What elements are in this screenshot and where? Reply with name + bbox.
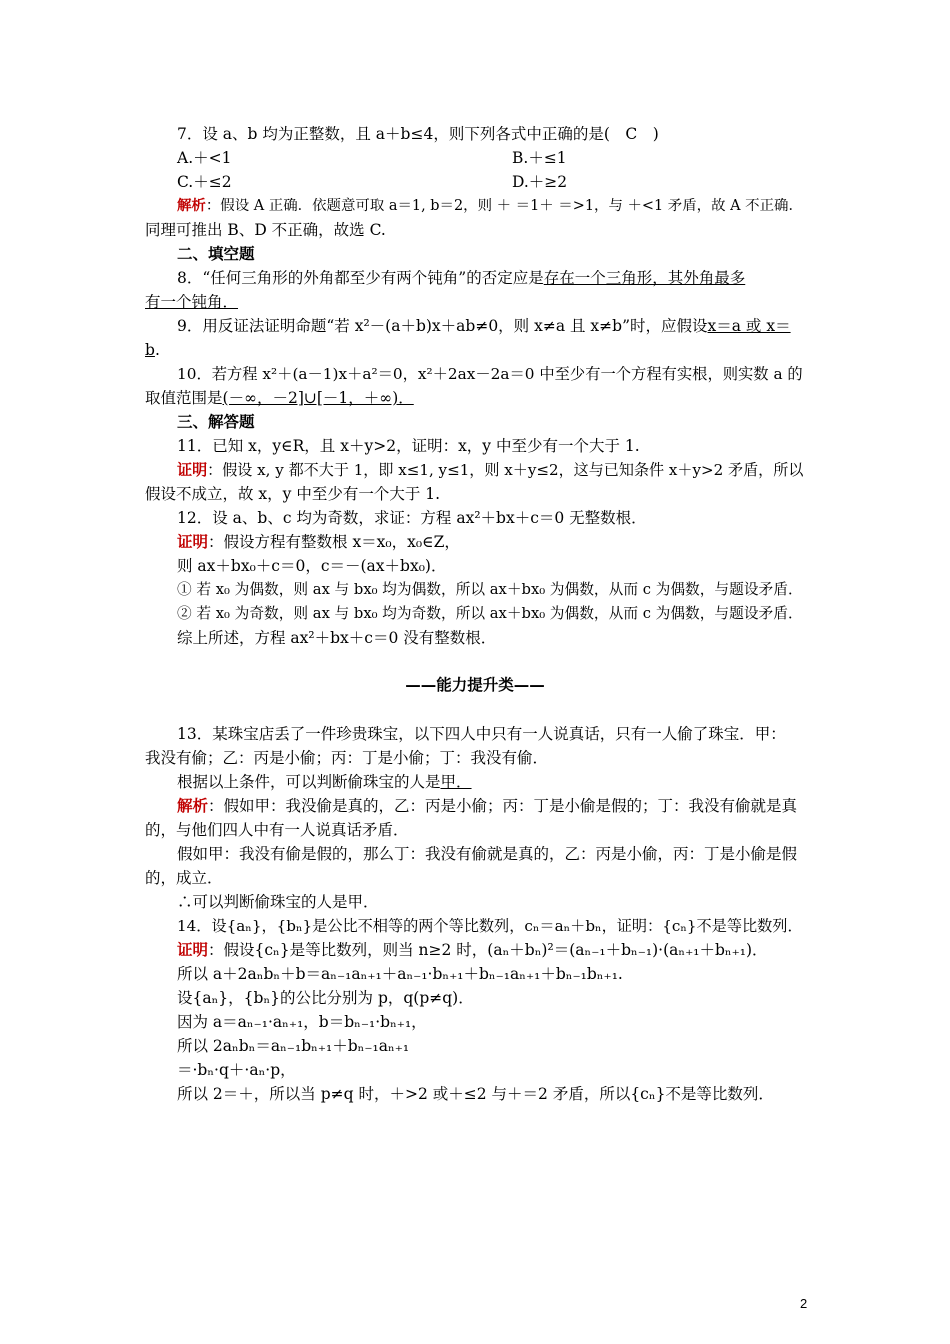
q13-answer: 甲． xyxy=(440,773,472,791)
q13-analysis-line1: 解析：假如甲：我没偷是真的，乙：丙是小偷；丙：丁是小偷是假的；丁：我没有偷就是真 xyxy=(177,797,798,815)
q12-proof-line4: ② 若 x₀ 为奇数，则 ax 与 bx₀ 均为奇数，所以 ax＋bx₀ 为偶数，从而 c 为偶数，与题设矛盾． xyxy=(177,605,803,622)
q11-stem: 11．已知 x，y∈R，且 x＋y>2，证明：x，y 中至少有一个大于 1. xyxy=(177,437,640,455)
q14-proof-line2: 所以 a＋2aₙbₙ＋b＝aₙ₋₁aₙ₊₁＋aₙ₋₁·bₙ₊₁＋bₙ₋₁aₙ₊₁＋bₙ₋₁bₙ₊₁. xyxy=(177,965,623,983)
proof-label: 证明 xyxy=(177,941,209,959)
q8-answer: 存在一个三角形，其外角最多 xyxy=(543,269,746,287)
q12-proof-line5: 综上所述，方程 ax²＋bx＋c＝0 没有整数根． xyxy=(177,629,497,647)
proof-label: 证明 xyxy=(177,533,209,551)
q9-answer: x＝a 或 x＝ xyxy=(707,317,791,335)
q8-answer-cont: 有一个钝角． xyxy=(145,293,239,311)
section-fill-in: 二、填空题 xyxy=(177,245,255,263)
q10-line2: 取值范围是(－∞，－2]∪[－1，＋∞)． xyxy=(145,389,414,407)
q13-stem-line3: 根据以上条件，可以判断偷珠宝的人是甲． xyxy=(177,773,472,791)
q10-answer: (－∞，－2]∪[－1，＋∞)． xyxy=(222,389,414,407)
q7-stem: 7．设 a、b 均为正整数，且 a＋b≤4，则下列各式中正确的是( C ) xyxy=(177,125,659,143)
q12-proof-line3: ① 若 x₀ 为偶数，则 ax 与 bx₀ 均为偶数，所以 ax＋bx₀ 为偶数，从而 c 为偶数，与题设矛盾． xyxy=(177,581,803,598)
q7-option-d: D.＋≥2 xyxy=(512,173,568,191)
q14-proof-line4: 因为 a＝aₙ₋₁·aₙ₊₁，b＝bₙ₋₁·bₙ₊₁， xyxy=(177,1013,427,1031)
q14-proof-line1: 证明：假设{cₙ}是等比数列，则当 n≥2 时，(aₙ＋bₙ)²＝(aₙ₋₁＋bₙ₋₁)·(aₙ₊₁＋bₙ₊₁)． xyxy=(177,941,768,959)
q7-option-a: A.＋<1 xyxy=(177,149,232,167)
q7-option-c: C.＋≤2 xyxy=(177,173,232,191)
q10-line1: 10．若方程 x²＋(a－1)x＋a²＝0，x²＋2ax－2a＝0 中至少有一个方程有实根，则实数 a 的 xyxy=(177,365,803,383)
q14-proof-line3: 设{aₙ}，{bₙ}的公比分别为 p，q(p≠q)． xyxy=(177,989,474,1007)
q12-proof-line1: 证明：假设方程有整数根 x＝x₀，x₀∈Z， xyxy=(177,533,460,551)
q13-analysis-line4: 的，成立． xyxy=(145,869,223,887)
q13-analysis-line2: 的，与他们四人中有一人说真话矛盾． xyxy=(145,821,409,839)
q11-proof-line2: 假设不成立，故 x，y 中至少有一个大于 1. xyxy=(145,485,441,503)
ability-heading: ——能力提升类—— xyxy=(405,676,545,694)
proof-label: 证明 xyxy=(177,461,208,479)
q14-proof-line7: 所以 2＝＋，所以当 p≠q 时，＋>2 或＋≤2 与＋＝2 矛盾，所以{cₙ}不是等比数列． xyxy=(177,1085,774,1103)
q13-analysis-line3: 假如甲：我没有偷是假的，那么丁：我没有偷就是真的，乙：丙是小偷，丙：丁是小偷是假 xyxy=(177,845,798,863)
section-answer: 三、解答题 xyxy=(177,413,255,431)
q13-stem-line1: 13．某珠宝店丢了一件珍贵珠宝，以下四人中只有一人说真话，只有一人偷了珠宝．甲： xyxy=(177,725,786,743)
analysis-label: 解析 xyxy=(177,797,209,815)
q11-proof-line1: 证明：假设 x, y 都不大于 1，即 x≤1, y≤1，则 x＋y≤2，这与已知条件 x＋y>2 矛盾，所以 xyxy=(177,461,804,479)
q7-analysis-line2: 同理可推出 B、D 不正确，故选 C. xyxy=(145,221,386,239)
q9-line2: b. xyxy=(145,341,160,359)
q13-stem-line2: 我没有偷；乙：丙是小偷；丙：丁是小偷；丁：我没有偷． xyxy=(145,749,549,767)
q14-proof-line6: ＝·bₙ·q＋·aₙ·p， xyxy=(177,1061,296,1079)
q9-line1: 9．用反证法证明命题“若 x²－(a＋b)x＋ab≠0，则 x≠a 且 x≠b”时，应假设x＝a 或 x＝ xyxy=(177,317,791,335)
q12-proof-line2: 则 ax＋bx₀＋c＝0，c＝－(ax＋bx₀)． xyxy=(177,557,447,575)
q7-option-b: B.＋≤1 xyxy=(512,149,567,167)
q14-proof-line5: 所以 2aₙbₙ＝aₙ₋₁bₙ₊₁＋bₙ₋₁aₙ₊₁ xyxy=(177,1037,410,1055)
analysis-label: 解析 xyxy=(177,198,206,214)
q12-stem: 12．设 a、b、c 均为奇数，求证：方程 ax²＋bx＋c＝0 无整数根． xyxy=(177,509,647,527)
q8-line1: 8．“任何三角形的外角都至少有两个钝角”的否定应是存在一个三角形，其外角最多 xyxy=(177,269,746,287)
q14-stem: 14．设{aₙ}，{bₙ}是公比不相等的两个等比数列，cₙ＝aₙ＋bₙ，证明：{cₙ}不是等比数列． xyxy=(177,917,803,935)
q7-analysis-line1: 解析：假设 A 正确．依题意可取 a＝1, b＝2，则 ＋ ＝1＋ ＝>1，与 ＋<1 矛盾，故 A 不正确． xyxy=(177,198,803,214)
q13-analysis-line5: ∴可以判断偷珠宝的人是甲． xyxy=(177,893,379,911)
page-number: 2 xyxy=(800,1296,808,1311)
